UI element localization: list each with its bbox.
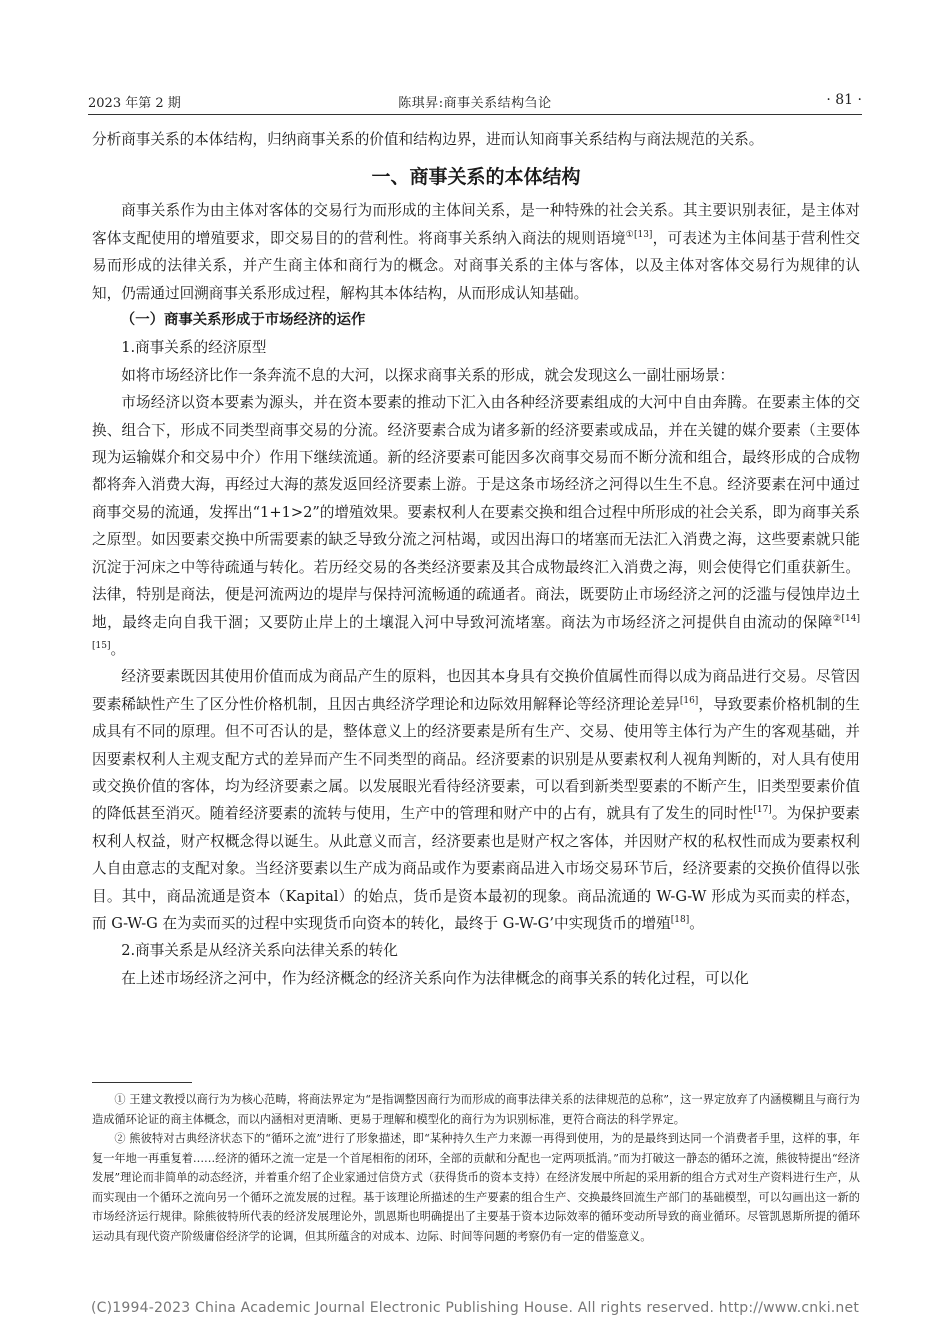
footnote-1: ① 王建文教授以商行为为核心范畴，将商法界定为“是指调整因商行为而形成的商事法律关系的法律规范的总称”，这一界定放弃了内涵模糊且与商行为造成循环论证的商主体概念，而以内涵相对更清晰、更易于理解和模型化的商行为为识别标准，更符合商法的科学界定。 bbox=[92, 1093, 860, 1126]
paragraph-2: 如将市场经济比作一条奔流不息的大河，以探求商事关系的形成，就会发现这么一副壮丽场景： bbox=[121, 366, 735, 384]
citation-ref-16[interactable]: [16] bbox=[679, 695, 699, 706]
footnote-rule bbox=[92, 1082, 192, 1083]
journal-issue: 2023 年第 2 期 bbox=[88, 96, 181, 111]
paragraph-3-text-a: 市场经济以资本要素为源头，并在资本要素的推动下汇入由各种经济要素组成的大河中自由奔腾。在要素主体的交换、组合下，形成不同类型商事交易的分流。经济要素合成为诸多新的经济要素或成品，并在关键的媒介要素（主要体现为运输媒介和交易中介）作用下继续流通。新的经济要素可能因多次商事交易而不断分流和组合，最终形成的合成物都将奔入消费大海，再经过大海的蒸发返回经济要素上游。于是这条市场经济之河得以生生不息。经济要素在河中通过商事交易的流通，发挥出“1+1>2”的增殖效果。要素权利人在要素交换和组合过程中所形成的社会关系，即为商事关系之原型。如因要素交换中所需要素的缺乏导致分流之河枯竭，或因出海口的堵塞而无法汇入消费之海，这些要素就只能沉淀于河床之中等待疏通与转化。若历经交易的各类经济要素及其合成物最终汇入消费之海，则会使得它们重获新生。法律，特别是商法，便是河流两边的堤岸与保持河流畅通的疏通者。商法，既要防止市场经济之河的泛滥与侵蚀岸边土地，最终走向自我干涸；又要防止岸上的土壤混入河中导致河流堵塞。商法为市场经济之河提供自由流动的保障 bbox=[92, 394, 860, 631]
subsection-title-1: （一）商事关系形成于市场经济的运作 bbox=[120, 312, 366, 329]
paragraph-5: 在上述市场经济之河中，作为经济概念的经济关系向作为法律概念的商事关系的转化过程，可以化 bbox=[121, 969, 749, 987]
paragraph-4-text-a: 经济要素既因其使用价值而成为商品产生的原料，也因其本身具有交换价值属性而得以成为商品进行交易。尽管因要素稀缺性产生了区分性价格机制，且因古典经济学理论和边际效用解释论等经济理论差异 bbox=[92, 668, 860, 713]
footnote-2: ② 熊彼特对古典经济状态下的“循环之流”进行了形象描述，即“某种持久生产力来源一再得到使用，为的是最终到达同一个消费者手里，这样的事，年复一年地一再重复着……经济的循环之流一定是一个首尾相衔的闭环，全部的贡献和分配也一定两项抵消。”而为打破这一静态的循环之流，熊彼特提出“经济发展”理论而非简单的动态经济，并着重介绍了企业家通过信贷方式（获得货币的资本支持）在经济发展中所起的采用新的组合方式对生产资料进行生产，从而实现由一个循环之流向另一个循环之流发展的过程。基于该理论所描述的生产要素的组合生产、交换最终回流生产部门的基础模型，可以勾画出这一新的市场经济运行规律。除熊彼特所代表的经济发展理论外，凯恩斯也明确提出了主要基于资本边际效率的循环变动所导致的商业循环。尽管凯恩斯所提的循环运动具有现代资产阶级庸俗经济学的论调，但其所蕴含的对成本、边际、时间等问题的考察仍有一定的借鉴意义。 bbox=[92, 1132, 860, 1243]
paragraph-4-text-b: ，导致要素价格机制的生成具有不同的原理。但不可否认的是，整体意义上的经济要素是所有生产、交易、使用等主体行为产生的客观基础，并因要素权利人主观支配方式的差异而产生不同类型的商品。经济要素的识别是从要素权利人视角判断的，对人具有使用或交换价值的客体，均为经济要素之属。以发展眼光看待经济要素，可以看到新类型要素的不断产生，旧类型要素价值的降低甚至消灭。随着经济要素的流转与使用，生产中的管理和财产中的占有，就具有了发生的同时性 bbox=[92, 695, 860, 823]
intro-paragraph: 分析商事关系的本体结构，归纳商事关系的价值和结构边界，进而认知商事关系结构与商法规范的关系。 bbox=[92, 131, 764, 148]
article-running-title: 陈琪昇:商事关系结构刍论 bbox=[398, 96, 552, 111]
running-header bbox=[88, 92, 862, 112]
copyright-watermark: (C)1994-2023 China Academic Journal Electronic Publishing House. All rights reserved. http://www.cnki.net bbox=[90, 1300, 860, 1316]
section-title: 一、商事关系的本体结构 bbox=[371, 166, 581, 189]
article-body bbox=[92, 126, 860, 992]
citation-ref-17[interactable]: [17] bbox=[753, 805, 772, 816]
paragraph-1-text-a: 商事关系作为由主体对客体的交易行为而形成的主体间关系，是一种特殊的社会关系。其主要识别表征，是主体对客体支配使用的增殖要求，即交易目的的营利性。将商事关系纳入商法的规则语境 bbox=[92, 202, 860, 247]
paragraph-3-text-b: 。 bbox=[110, 640, 126, 658]
heading-1: 1.商事关系的经济原型 bbox=[121, 339, 267, 357]
footnote-ref-2[interactable]: ②[14][15] bbox=[92, 613, 860, 652]
heading-2: 2.商事关系是从经济关系向法律关系的转化 bbox=[121, 942, 398, 960]
paragraph-4-text-d: 。 bbox=[689, 914, 704, 932]
paragraph-4-text-c: 。为保护要素权利人权益，财产权概念得以诞生。从此意义而言，经济要素也是财产权之客体，并因财产权的私权性而成为要素权利人自由意志的支配对象。当经济要素以生产成为商品或作为要素商品进入市场交易环节后，经济要素的交换价值得以张目。其中，商品流通是资本（Kapital）的始点，货币是资本最初的现象。商品流通的 W-G-W 形成为买而卖的样态，而 G-W-G 在为卖而买的过程中实现货币向资本的转化，最终于 G-W-G’中实现货币的增殖 bbox=[92, 805, 860, 932]
paragraph-3 bbox=[92, 389, 860, 663]
header-rule bbox=[88, 114, 862, 115]
paragraph-1-text-b: ，可表述为主体间基于营利性交易而形成的法律关系，并产生商主体和商行为的概念。对商事关系的主体与客体，以及主体对客体交易行为规律的认知，仍需通过回溯商事关系形成过程，解构其本体结构，从而形成认知基础。 bbox=[92, 229, 860, 302]
citation-ref-18[interactable]: [18] bbox=[670, 915, 690, 926]
paragraph-4 bbox=[92, 663, 860, 937]
page-number: · 81 · bbox=[826, 92, 862, 108]
paragraph-1 bbox=[92, 197, 860, 307]
footnote-ref-1[interactable]: ①[13] bbox=[625, 229, 653, 240]
footnotes bbox=[92, 1090, 860, 1246]
